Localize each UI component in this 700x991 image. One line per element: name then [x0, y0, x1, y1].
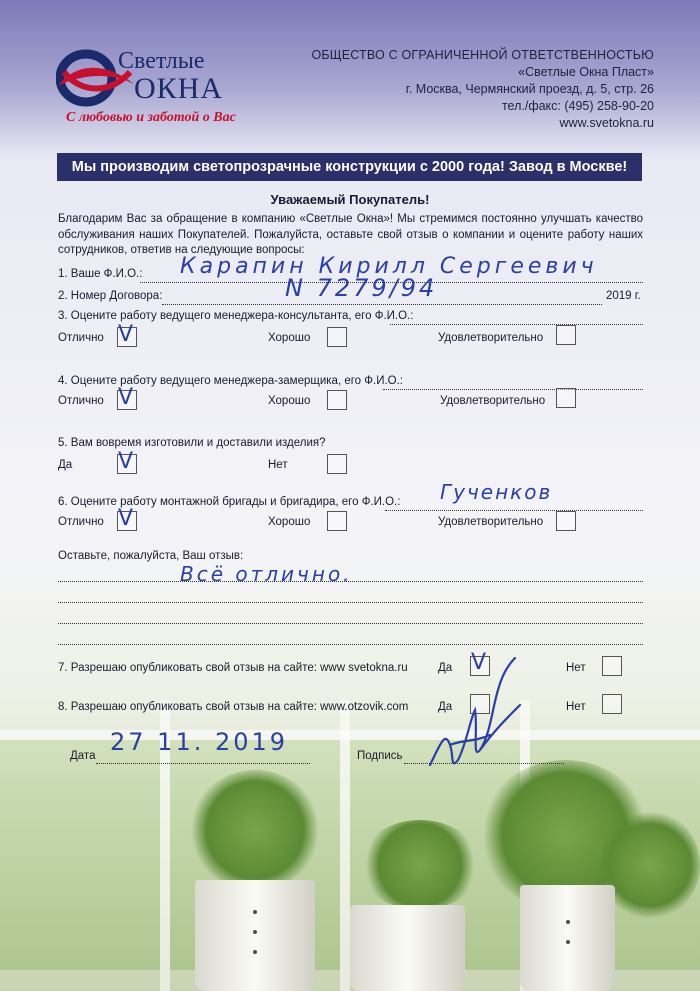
- banner: Мы производим светопрозрачные конструкции с 2000 года! Завод в Москве!: [57, 153, 642, 181]
- q6-option-good: Хорошо: [268, 516, 311, 528]
- q5-no-checkbox[interactable]: [327, 454, 347, 474]
- company-phone: тел./факс: (495) 258-90-20: [501, 99, 654, 113]
- q5-yes-check-icon: V: [118, 449, 134, 474]
- company-logo: [56, 42, 266, 132]
- q8-option-no: Нет: [566, 701, 586, 713]
- q3-excellent-check-icon: V: [118, 322, 134, 347]
- q7-no-checkbox[interactable]: [602, 656, 622, 676]
- q2-label: 2. Номер Договора:: [58, 290, 163, 302]
- q4-excellent-check-icon: V: [118, 385, 134, 410]
- q4-option-satisfactory: Удовлетворительно: [440, 395, 546, 407]
- q3-satisfactory-checkbox[interactable]: [556, 325, 576, 345]
- handwritten-signature-icon: [420, 650, 530, 780]
- q3-line: [390, 324, 643, 325]
- q3-option-excellent: Отлично: [58, 332, 104, 344]
- date-label: Дата: [70, 750, 96, 762]
- greeting: Уважаемый Покупатель!: [270, 192, 430, 207]
- q7-label: 7. Разрешаю опубликовать свой отзыв на сайте: www svetokna.ru: [58, 662, 408, 674]
- q1-answer[interactable]: Карапин Кирилл Сергеевич: [180, 254, 598, 279]
- intro-text: Благодарим Вас за обращение в компанию «Светлые Окна»! Мы стремимся постоянно улучшать качество обслуживания наших Покупателей. Пожалуйста, оставьте свой отзыв о компании и оцените работу наших сотрудников, ответив на следующие вопросы:: [58, 213, 643, 256]
- q4-option-good: Хорошо: [268, 395, 311, 407]
- q4-option-excellent: Отлично: [58, 395, 104, 407]
- q6-label: 6. Оцените работу монтажной бригады и бригадира, его Ф.И.О.:: [58, 496, 401, 508]
- review-label: Оставьте, пожалуйста, Ваш отзыв:: [58, 550, 244, 562]
- slogan: С любовью и заботой о Вас: [66, 110, 236, 125]
- q6-satisfactory-checkbox[interactable]: [556, 511, 576, 531]
- q4-good-checkbox[interactable]: [327, 390, 347, 410]
- q2-line: [162, 304, 602, 305]
- background-window-photo: [0, 700, 700, 991]
- q2-answer[interactable]: N 7279/94: [285, 274, 438, 302]
- brand-name-line1: Светлые: [118, 48, 205, 74]
- date-value[interactable]: 27 11. 2019: [110, 728, 289, 756]
- q7-option-no: Нет: [566, 662, 586, 674]
- review-line-3: [58, 623, 643, 624]
- q3-option-satisfactory: Удовлетворительно: [438, 332, 544, 344]
- q6-line: [385, 510, 643, 511]
- q3-option-good: Хорошо: [268, 332, 311, 344]
- company-info: [311, 47, 654, 132]
- q3-label: 3. Оцените работу ведущего менеджера-консультанта, его Ф.И.О.:: [58, 310, 414, 322]
- q8-label: 8. Разрешаю опубликовать свой отзыв на сайте: www.otzovik.com: [58, 701, 409, 713]
- company-name: «Светлые Окна Пласт»: [518, 65, 654, 79]
- brand-name-line2: ОКНА: [134, 72, 224, 105]
- signature-label: Подпись: [357, 750, 403, 762]
- q7-yes-check-icon: V: [471, 650, 487, 675]
- q6-answer[interactable]: Гученков: [440, 480, 553, 504]
- q4-line: [383, 389, 643, 390]
- q5-option-no: Нет: [268, 459, 288, 471]
- q6-good-checkbox[interactable]: [327, 511, 347, 531]
- review-line-2: [58, 602, 643, 603]
- q2-year: 2019 г.: [606, 290, 641, 302]
- q4-satisfactory-checkbox[interactable]: [556, 388, 576, 408]
- company-website: www.svetokna.ru: [559, 116, 654, 130]
- q7-option-yes: Да: [438, 662, 453, 674]
- q8-option-yes: Да: [438, 701, 453, 713]
- q5-label: 5. Вам вовремя изготовили и доставили изделия?: [58, 437, 326, 449]
- review-answer[interactable]: Всё отлично.: [180, 562, 353, 586]
- q5-option-yes: Да: [58, 459, 73, 471]
- q1-label: 1. Ваше Ф.И.О.:: [58, 268, 143, 280]
- q8-no-checkbox[interactable]: [602, 694, 622, 714]
- company-address: г. Москва, Чермянский проезд, д. 5, стр. 26: [405, 82, 654, 96]
- q3-good-checkbox[interactable]: [327, 327, 347, 347]
- q4-label: 4. Оцените работу ведущего менеджера-замерщика, его Ф.И.О.:: [58, 375, 403, 387]
- review-line-4: [58, 644, 643, 645]
- company-type: ОБЩЕСТВО С ОГРАНИЧЕННОЙ ОТВЕТСТВЕННОСТЬЮ: [311, 48, 654, 62]
- q6-excellent-check-icon: V: [118, 506, 134, 531]
- date-line: [96, 763, 310, 764]
- q6-option-satisfactory: Удовлетворительно: [438, 516, 544, 528]
- q6-option-excellent: Отлично: [58, 516, 104, 528]
